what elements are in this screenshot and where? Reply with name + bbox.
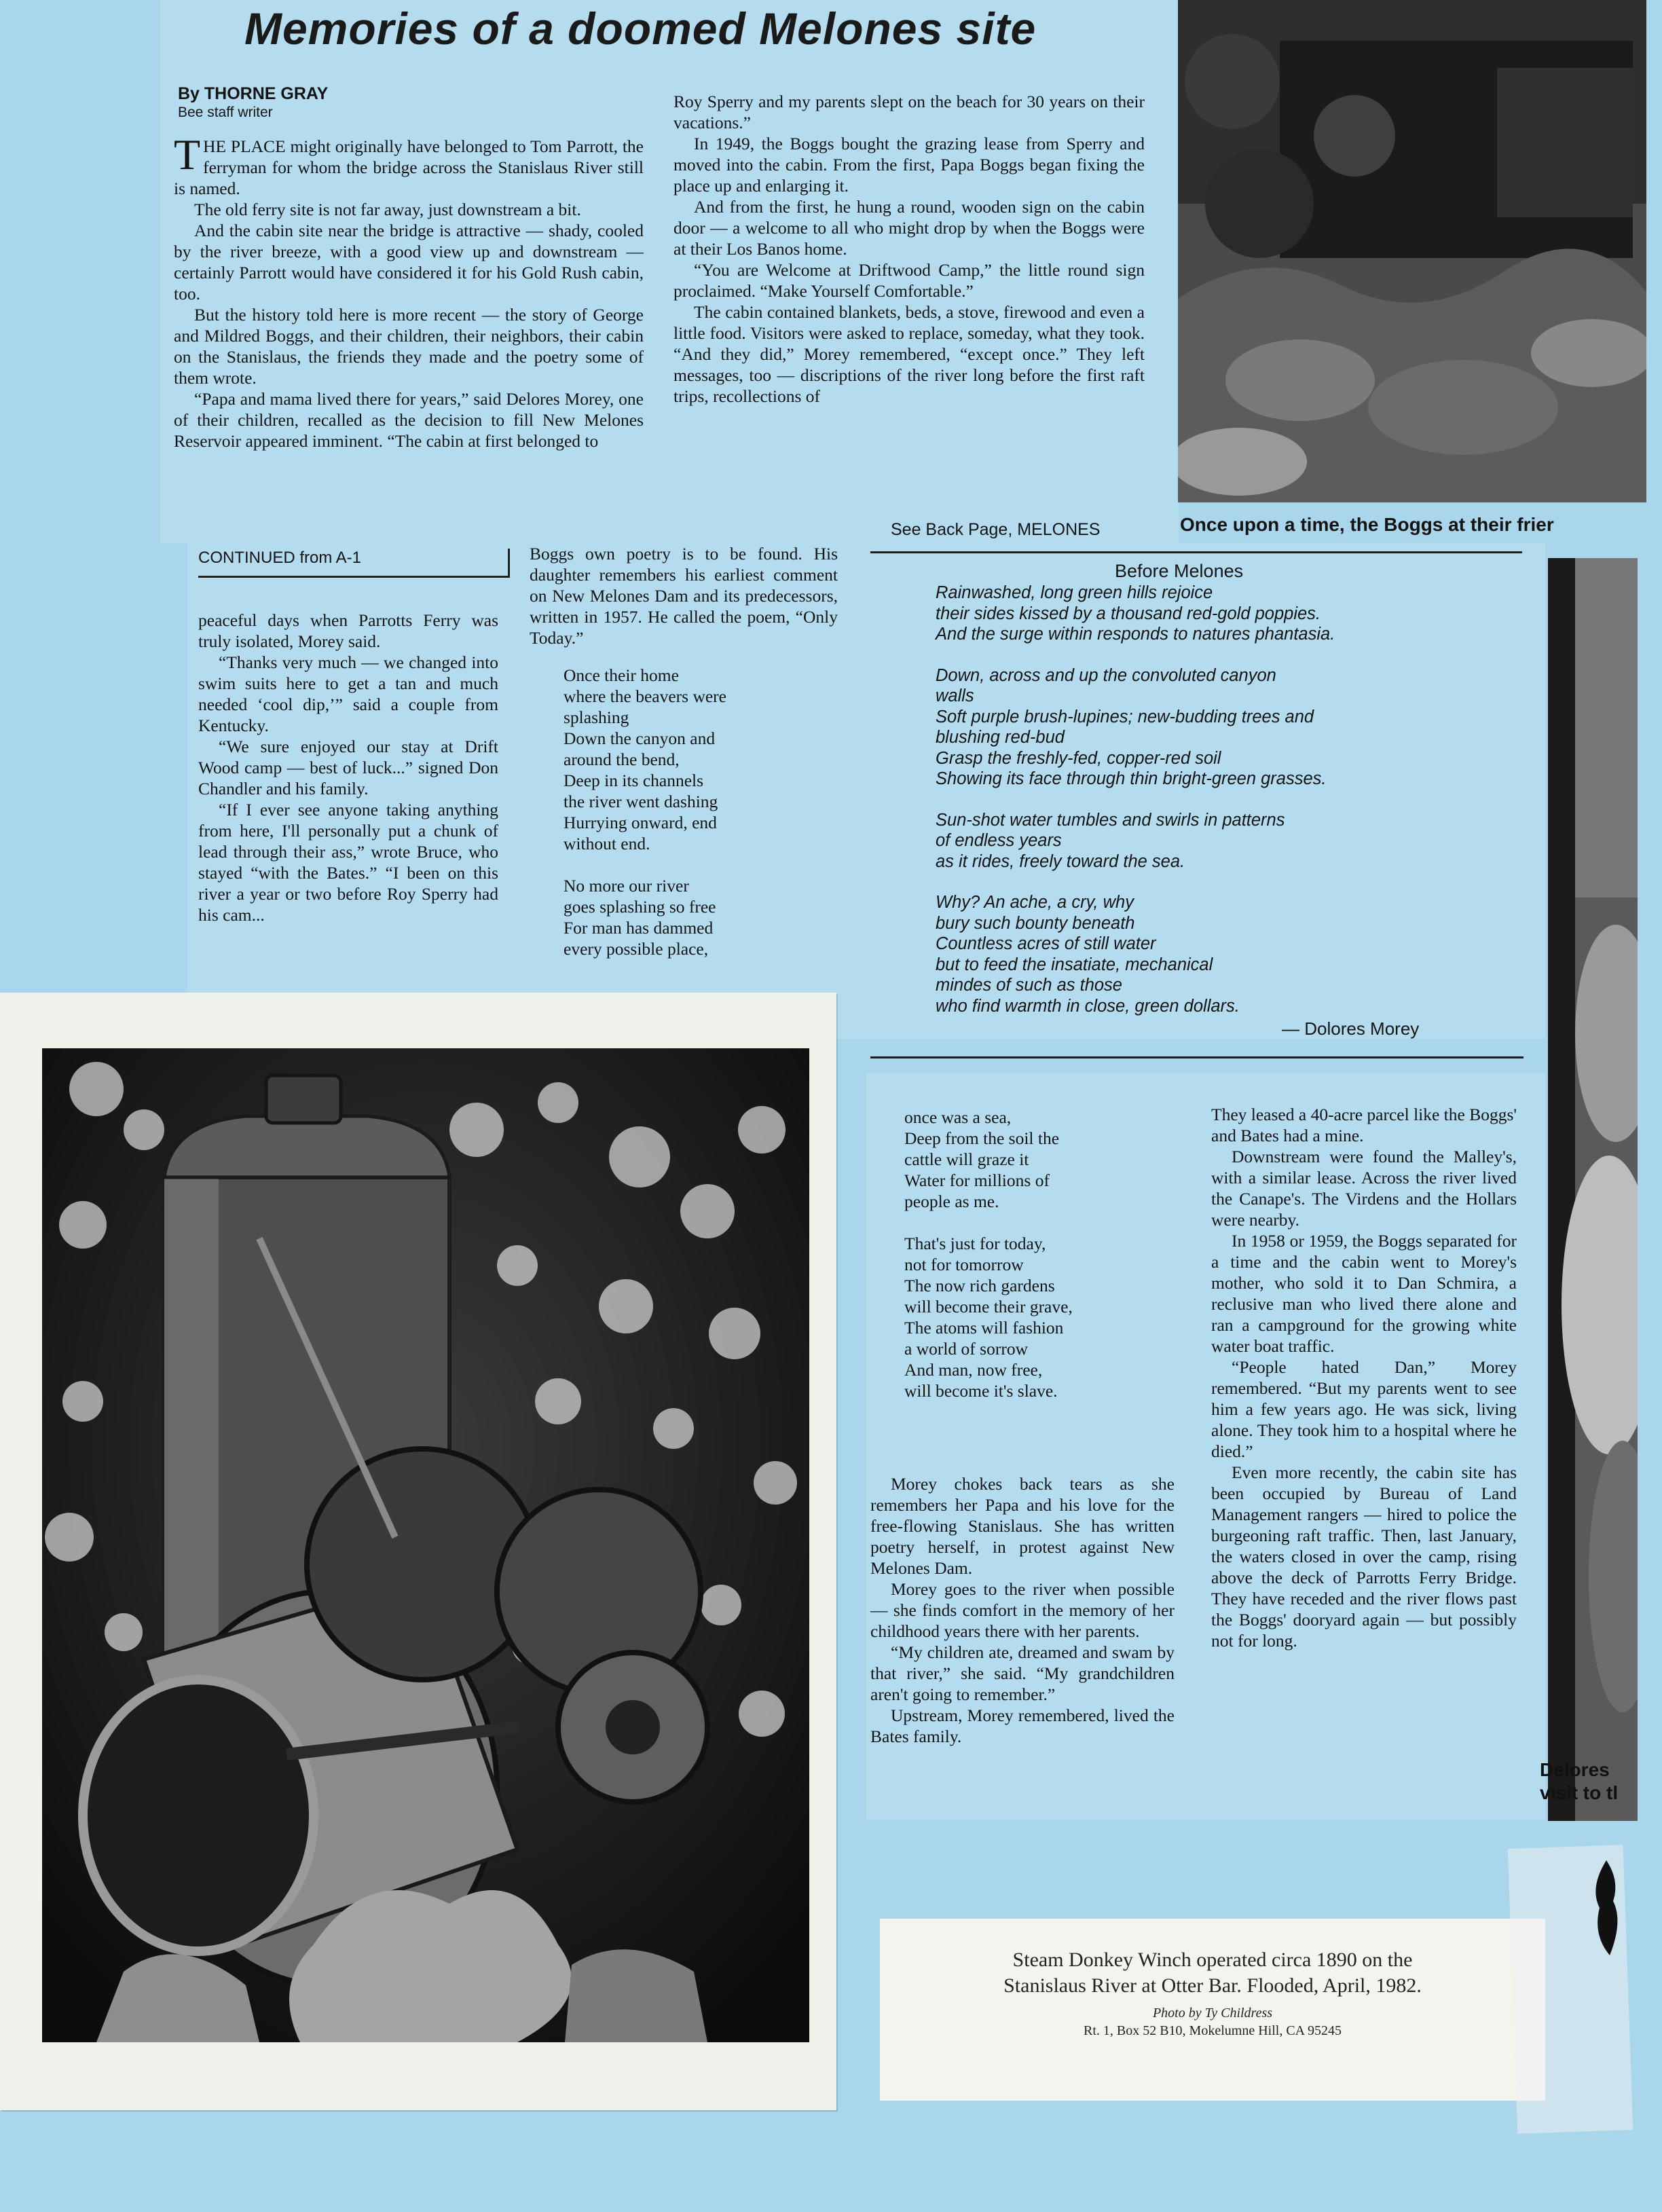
- poem-author: — Dolores Morey: [1282, 1018, 1420, 1039]
- photo-credit: Photo by Ty Childress: [1152, 2006, 1273, 2021]
- verse-line: That's just for today,: [904, 1234, 1046, 1253]
- paragraph-text: HE PLACE might originally have belonged to Tom Parrott, the ferryman for whom the bridge across the Stanislaus River still is named.: [174, 136, 644, 198]
- paragraph: They leased a 40-acre parcel like the Boggs' and Bates had a mine.: [1211, 1105, 1517, 1145]
- paragraph: The old ferry site is not far away, just downstream a bit.: [194, 200, 581, 219]
- paragraph: “Thanks very much — we changed into swim suits here to get a tan and much needed ‘cool dip,’” said a couple from Kentucky.: [198, 652, 498, 735]
- verse-line: a world of sorrow: [904, 1339, 1028, 1359]
- photo-caption-card: [880, 1919, 1545, 2101]
- poem-line: And the surge within responds to natures phantasia.: [936, 625, 1335, 644]
- headline: Memories of a doomed Melones site: [244, 3, 1037, 54]
- boggs-photo: [1178, 0, 1646, 502]
- verse-line: not for tomorrow: [904, 1255, 1024, 1274]
- stanza: [564, 875, 838, 959]
- poem-line: Rainwashed, long green hills rejoice: [936, 583, 1213, 602]
- poem-line: Down, across and up the convoluted canyon: [936, 665, 1276, 685]
- poem-line: Grasp the freshly-fed, copper-red soil: [936, 748, 1221, 768]
- verse-line: Hurrying onward, end: [564, 813, 717, 832]
- verse-line: will become their grave,: [904, 1297, 1073, 1316]
- verse-line: Deep from the soil the: [904, 1128, 1060, 1148]
- stanza: [904, 1233, 1176, 1401]
- paragraph: “Papa and mama lived there for years,” said Delores Morey, one of their children, recalled as the decision to fill New Melones Reservoir appeared imminent. “The cabin at first belonged to: [174, 389, 644, 451]
- poem-line: who find warmth in close, green dollars.: [936, 996, 1240, 1016]
- poem-title: Before Melones: [1115, 561, 1244, 581]
- byline-role: Bee staff writer: [178, 105, 273, 120]
- verse-line: once was a sea,: [904, 1107, 1012, 1127]
- verse-line: where the beavers were: [564, 686, 726, 706]
- paragraph: Morey chokes back tears as she remembers her Papa and his love for the free-flowing Stanislaus. She has written poetry herself, in protest against New Melones Dam.: [870, 1474, 1175, 1578]
- steam-donkey-winch-image: [42, 1048, 809, 2042]
- verse-line: cattle will graze it: [904, 1149, 1029, 1169]
- poem-top-rule: [870, 551, 1522, 553]
- delores-photo-caption: [1540, 1758, 1635, 1805]
- paragraph: “People hated Dan,” Morey remembered. “But my parents went to see him a few years ago. He was sick, living alone. They took him to a hospital where he died.”: [1211, 1357, 1517, 1461]
- paragraph: [174, 130, 644, 199]
- verse-line: people as me.: [904, 1192, 999, 1211]
- verse-line: the river went dashing: [564, 792, 718, 811]
- article-column-2: [673, 91, 1145, 407]
- paragraph: Upstream, Morey remembered, lived the Bates family.: [870, 1706, 1175, 1746]
- stanza: [904, 1107, 1176, 1212]
- paragraph: “My children ate, dreamed and swam by that river,” she said. “My grandchildren aren't going to remember.”: [870, 1642, 1175, 1704]
- poem-line: Sun-shot water tumbles and swirls in patterns: [936, 810, 1285, 830]
- verse-line: without end.: [564, 834, 650, 853]
- paragraph: Roy Sperry and my parents slept on the beach for 30 years on their vacations.”: [673, 92, 1145, 132]
- steam-donkey-winch-photo: [42, 1048, 809, 2042]
- poem-line: Why? An ache, a cry, why: [936, 893, 1134, 912]
- verse-line: around the bend,: [564, 750, 680, 769]
- continued-column-1: [198, 610, 498, 925]
- only-today-poem: [530, 665, 838, 959]
- photographer-address: Rt. 1, Box 52 B10, Mokelumne Hill, CA 95245: [1083, 2023, 1342, 2038]
- paragraph: And the cabin site near the bridge is attractive — shady, cooled by the river breeze, with a good view up and downstream — certainly Parrott would have considered it for his Gold Rush cabin, too.: [174, 221, 644, 303]
- verse-line: Once their home: [564, 665, 679, 685]
- verse-line: The atoms will fashion: [904, 1318, 1064, 1338]
- paragraph: “You are Welcome at Driftwood Camp,” the little round sign proclaimed. “Make Yourself Comfortable.”: [673, 260, 1145, 301]
- poem-line: as it rides, freely toward the sea.: [936, 851, 1185, 871]
- continued-label: CONTINUED from A-1: [198, 549, 510, 578]
- verse-line: For man has dammed: [564, 918, 714, 938]
- article-column-b1: [870, 1473, 1175, 1747]
- verse-line: Deep in its channels: [564, 771, 704, 790]
- ink-smudge: [1586, 1860, 1627, 1955]
- article-column-b2: [1211, 1104, 1517, 1651]
- boggs-photo-image: [1178, 0, 1646, 502]
- paragraph: The cabin contained blankets, beds, a stove, firewood and even a little food. Visitors were asked to replace, someday, what they took. “And they did,” Morey remembered, “except once.” They left messages, too — discriptions of the river long before the first raft trips, recollections of: [673, 302, 1145, 406]
- paragraph: Downstream were found the Malley's, with a similar lease. Across the river lived the Canape's. The Virdens and the Hollars were nearby.: [1211, 1147, 1517, 1230]
- poem-before-melones: [936, 583, 1506, 1037]
- poem-line: Soft purple brush-lupines; new-budding trees and: [936, 707, 1314, 726]
- paragraph: peaceful days when Parrotts Ferry was truly isolated, Morey said.: [198, 610, 498, 651]
- poem-line: blushing red-bud: [936, 728, 1065, 747]
- poem-line: Showing its face through thin bright-green grasses.: [936, 769, 1327, 788]
- photo-caption-line-1: Steam Donkey Winch operated circa 1890 on the: [1012, 1949, 1413, 1971]
- paragraph: But the history told here is more recent — the story of George and Mildred Boggs, and their children, their neighbors, their cabin on the Stanislaus, the friends they made and the poetry some of them wrote.: [174, 305, 644, 388]
- see-back-page: See Back Page, MELONES: [891, 520, 1101, 539]
- poem-line: but to feed the insatiate, mechanical: [936, 955, 1213, 974]
- poem-stanza: [936, 583, 1506, 645]
- only-today-continued: [904, 1107, 1176, 1401]
- stanza: [564, 665, 838, 854]
- delores-photo-image: [1548, 558, 1638, 1821]
- strip-caption-line: Delores: [1540, 1759, 1610, 1780]
- verse-line: splashing: [564, 707, 629, 727]
- poem-line: walls: [936, 686, 974, 705]
- paragraph: “We sure enjoyed our stay at Drift Wood camp — best of luck...” signed Don Chandler and his family.: [198, 737, 498, 798]
- poem-stanza: [936, 810, 1506, 872]
- poem-stanza: [936, 665, 1506, 790]
- paragraph: And from the first, he hung a round, wooden sign on the cabin door — a welcome to all who might drop by when the Boggs were at their Los Banos home.: [673, 197, 1145, 259]
- paragraph: Morey goes to the river when possible — she finds comfort in the memory of her childhood years there with her parents.: [870, 1579, 1175, 1641]
- verse-line: every possible place,: [564, 939, 709, 959]
- verse-line: No more our river: [564, 876, 689, 896]
- poem-stanza: [936, 892, 1506, 1016]
- poem-line: their sides kissed by a thousand red-gold poppies.: [936, 604, 1321, 623]
- paragraph: “If I ever see anyone taking anything from here, I'll personally put a chunk of lead through their ass,” wrote Bruce, who stayed “with the Bates.” “I been on this river a year or two before Roy Sperry had his cam...: [198, 800, 498, 925]
- verse-line: Water for millions of: [904, 1170, 1050, 1190]
- drop-cap: T: [174, 130, 201, 179]
- poem-line: mindes of such as those: [936, 976, 1122, 995]
- paragraph: In 1958 or 1959, the Boggs separated for a time and the cabin went to Morey's mother, who sold it to Dan Schmira, a reclusive man who lived there alone and ran a campground for the growing white water boat traffic.: [1211, 1231, 1517, 1356]
- verse-line: Down the canyon and: [564, 729, 716, 748]
- paragraph: Even more recently, the cabin site has been occupied by Bureau of Land Management rangers — hired to police the burgeoning raft traffic. Then, last January, the waters closed in over the camp, rising above the deck of Parrotts Ferry Bridge. They have receded and the river flows past the Boggs' dooryard again — but possibly not for long.: [1211, 1462, 1517, 1651]
- poem-line: of endless years: [936, 831, 1062, 850]
- article-column-1: [174, 130, 644, 451]
- photo-caption-line-2: Stanislaus River at Otter Bar. Flooded, April, 1982.: [1003, 1974, 1422, 1997]
- poem-line: Countless acres of still water: [936, 934, 1156, 953]
- paragraph: Boggs own poetry is to be found. His daughter remembers his earliest comment on New Melones Dam and its predecessors, written in 1957. He called the poem, “Only Today.”: [530, 544, 838, 648]
- paragraph: In 1949, the Boggs bought the grazing lease from Sperry and moved into the cabin. From the first, Papa Boggs began fixing the place up and enlarging it.: [673, 134, 1145, 196]
- photo-right-caption: Once upon a time, the Boggs at their frier: [1180, 514, 1554, 535]
- poem-line: bury such bounty beneath: [936, 913, 1135, 933]
- poem-bottom-rule: [870, 1056, 1524, 1058]
- verse-line: goes splashing so free: [564, 897, 716, 917]
- continued-column-2: [530, 543, 838, 959]
- strip-caption-line: visit to tl: [1540, 1782, 1619, 1803]
- verse-line: will become it's slave.: [904, 1381, 1058, 1401]
- delores-photo: [1548, 558, 1638, 1821]
- verse-line: The now rich gardens: [904, 1276, 1055, 1295]
- byline: By THORNE GRAY: [178, 84, 329, 103]
- verse-line: And man, now free,: [904, 1360, 1043, 1380]
